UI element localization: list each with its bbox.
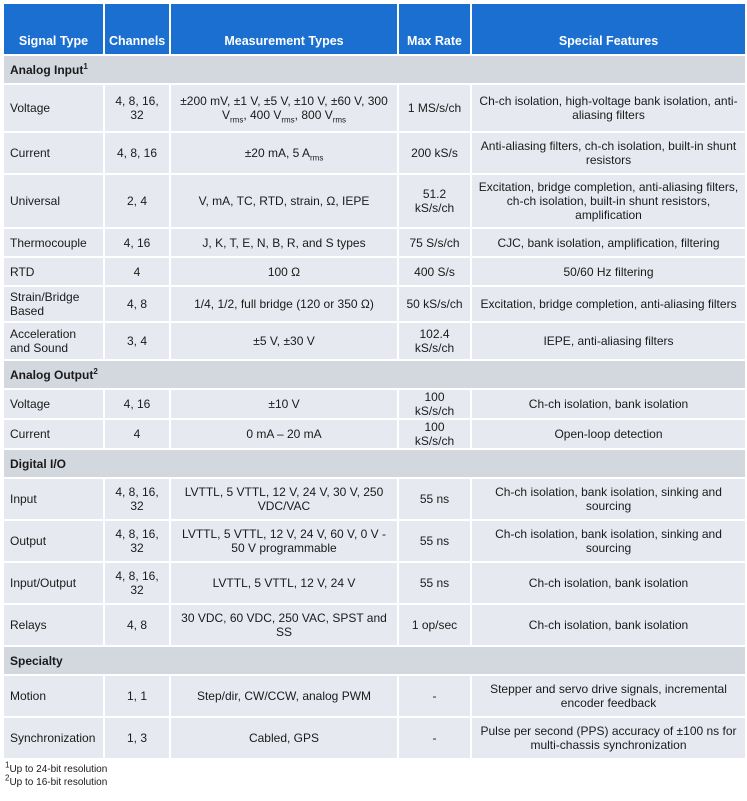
measurement-cell: ±10 V bbox=[171, 390, 397, 418]
signal-type-cell: Current bbox=[4, 420, 103, 448]
measurement-cell: ±5 V, ±30 V bbox=[171, 323, 397, 359]
channels-cell: 4, 8, 16 bbox=[105, 133, 169, 173]
table-body bbox=[4, 56, 745, 758]
table-row bbox=[4, 521, 745, 561]
measurement-cell: LVTTL, 5 VTTL, 12 V, 24 V, 30 V, 250 VDC/VAC bbox=[171, 479, 397, 519]
footnote-marker: 1 bbox=[83, 61, 88, 71]
features-cell: Ch-ch isolation, bank isolation bbox=[472, 605, 745, 645]
channels-cell: 4, 8, 16, 32 bbox=[105, 479, 169, 519]
channels-cell: 3, 4 bbox=[105, 323, 169, 359]
section-header-row bbox=[4, 450, 745, 477]
footnote-marker: 2 bbox=[93, 366, 98, 376]
max-rate-cell: 1 op/sec bbox=[399, 605, 470, 645]
spec-table bbox=[2, 2, 747, 760]
channels-cell: 4, 8 bbox=[105, 287, 169, 321]
features-cell: Anti-aliasing filters, ch-ch isolation, built-in shunt resistors bbox=[472, 133, 745, 173]
signal-type-cell: Synchronization bbox=[4, 718, 103, 758]
max-rate-cell: 100 kS/s/ch bbox=[399, 390, 470, 418]
footnote-1: $^1$Up to 24-bit resolution bbox=[5, 760, 108, 775]
table-row bbox=[4, 229, 745, 256]
table-row bbox=[4, 676, 745, 716]
table-row bbox=[4, 479, 745, 519]
section-header-row bbox=[4, 56, 745, 83]
section-header-row bbox=[4, 647, 745, 674]
features-cell: Ch-ch isolation, bank isolation, sinking and sourcing bbox=[472, 521, 745, 561]
measurement-cell: 1/4, 1/2, full bridge (120 or 350 Ω) bbox=[171, 287, 397, 321]
max-rate-cell: 55 ns bbox=[399, 563, 470, 603]
header-special-features: Special Features bbox=[472, 4, 745, 54]
max-rate-cell: 200 kS/s bbox=[399, 133, 470, 173]
channels-cell: 1, 3 bbox=[105, 718, 169, 758]
measurement-cell: Cabled, GPS bbox=[171, 718, 397, 758]
table-row bbox=[4, 605, 745, 645]
section-title: Analog Input$^1$ bbox=[4, 56, 745, 83]
features-cell: Ch-ch isolation, bank isolation bbox=[472, 390, 745, 418]
features-cell: Stepper and servo drive signals, incremental encoder feedback bbox=[472, 676, 745, 716]
measurement-cell: Step/dir, CW/CCW, analog PWM bbox=[171, 676, 397, 716]
footnotes bbox=[5, 760, 108, 789]
signal-type-cell: Current bbox=[4, 133, 103, 173]
max-rate-cell: 400 S/s bbox=[399, 258, 470, 285]
table-row bbox=[4, 420, 745, 448]
table-row bbox=[4, 718, 745, 758]
table-row bbox=[4, 85, 745, 131]
channels-cell: 1, 1 bbox=[105, 676, 169, 716]
features-cell: 50/60 Hz filtering bbox=[472, 258, 745, 285]
max-rate-cell: 100 kS/s/ch bbox=[399, 420, 470, 448]
features-cell: Pulse per second (PPS) accuracy of ±100 ns for multi-chassis synchronization bbox=[472, 718, 745, 758]
section-title: Specialty bbox=[4, 647, 745, 674]
channels-cell: 4, 8, 16, 32 bbox=[105, 521, 169, 561]
channels-cell: 4, 8, 16, 32 bbox=[105, 85, 169, 131]
signal-type-cell: Input/Output bbox=[4, 563, 103, 603]
header-max-rate: Max Rate bbox=[399, 4, 470, 54]
measurement-cell: V, mA, TC, RTD, strain, Ω, IEPE bbox=[171, 175, 397, 227]
footnote-2: $^2$Up to 16-bit resolution bbox=[5, 773, 108, 788]
max-rate-cell: 50 kS/s/ch bbox=[399, 287, 470, 321]
features-cell: Excitation, bridge completion, anti-aliasing filters bbox=[472, 287, 745, 321]
features-cell: Ch-ch isolation, bank isolation, sinking and sourcing bbox=[472, 479, 745, 519]
table-row bbox=[4, 287, 745, 321]
channels-cell: 4, 8 bbox=[105, 605, 169, 645]
measurement-cell: LVTTL, 5 VTTL, 12 V, 24 V, 60 V, 0 V - 50 V programmable bbox=[171, 521, 397, 561]
table-row bbox=[4, 390, 745, 418]
max-rate-cell: - bbox=[399, 718, 470, 758]
header-row bbox=[4, 4, 745, 54]
max-rate-cell: 75 S/s/ch bbox=[399, 229, 470, 256]
header-channels: Channels bbox=[105, 4, 169, 54]
features-cell: CJC, bank isolation, amplification, filtering bbox=[472, 229, 745, 256]
header-measurement-types: Measurement Types bbox=[171, 4, 397, 54]
channels-cell: 4, 8, 16, 32 bbox=[105, 563, 169, 603]
max-rate-cell: 55 ns bbox=[399, 479, 470, 519]
measurement-cell: 0 mA – 20 mA bbox=[171, 420, 397, 448]
max-rate-cell: 1 MS/s/ch bbox=[399, 85, 470, 131]
header-signal-type: Signal Type bbox=[4, 4, 103, 54]
measurement-cell: ±20 mA, 5 $A_{rms}$ bbox=[171, 133, 397, 173]
table-row bbox=[4, 323, 745, 359]
table-row bbox=[4, 133, 745, 173]
signal-type-cell: RTD bbox=[4, 258, 103, 285]
signal-type-cell: Acceleration and Sound bbox=[4, 323, 103, 359]
signal-type-cell: Strain/Bridge Based bbox=[4, 287, 103, 321]
table-row bbox=[4, 258, 745, 285]
signal-type-cell: Thermocouple bbox=[4, 229, 103, 256]
max-rate-cell: 55 ns bbox=[399, 521, 470, 561]
channels-cell: 4 bbox=[105, 420, 169, 448]
signal-type-cell: Output bbox=[4, 521, 103, 561]
measurement-cell: 100 Ω bbox=[171, 258, 397, 285]
channels-cell: 2, 4 bbox=[105, 175, 169, 227]
measurement-cell: LVTTL, 5 VTTL, 12 V, 24 V bbox=[171, 563, 397, 603]
signal-type-cell: Voltage bbox=[4, 390, 103, 418]
channels-cell: 4, 16 bbox=[105, 229, 169, 256]
signal-type-cell: Relays bbox=[4, 605, 103, 645]
features-cell: Ch-ch isolation, bank isolation bbox=[472, 563, 745, 603]
measurement-cell: 30 VDC, 60 VDC, 250 VAC, SPST and SS bbox=[171, 605, 397, 645]
signal-type-cell: Universal bbox=[4, 175, 103, 227]
signal-type-cell: Voltage bbox=[4, 85, 103, 131]
section-title: Digital I/O bbox=[4, 450, 745, 477]
signal-type-cell: Motion bbox=[4, 676, 103, 716]
channels-cell: 4 bbox=[105, 258, 169, 285]
max-rate-cell: 102.4 kS/s/ch bbox=[399, 323, 470, 359]
section-title: Analog Output$^2$ bbox=[4, 361, 745, 388]
features-cell: Ch-ch isolation, high-voltage bank isolation, anti-aliasing filters bbox=[472, 85, 745, 131]
max-rate-cell: - bbox=[399, 676, 470, 716]
features-cell: IEPE, anti-aliasing filters bbox=[472, 323, 745, 359]
section-header-row bbox=[4, 361, 745, 388]
max-rate-cell: 51.2 kS/s/ch bbox=[399, 175, 470, 227]
table-row bbox=[4, 175, 745, 227]
measurement-cell: J, K, T, E, N, B, R, and S types bbox=[171, 229, 397, 256]
table-row bbox=[4, 563, 745, 603]
measurement-cell: ±200 mV, ±1 V, ±5 V, ±10 V, ±60 V, 300 $V_{rms}$, 400 $V_{rms}$, 800 $V_{rms}$ bbox=[171, 85, 397, 131]
features-cell: Open-loop detection bbox=[472, 420, 745, 448]
channels-cell: 4, 16 bbox=[105, 390, 169, 418]
signal-type-cell: Input bbox=[4, 479, 103, 519]
features-cell: Excitation, bridge completion, anti-aliasing filters, ch-ch isolation, built-in shunt resistors, amplification bbox=[472, 175, 745, 227]
